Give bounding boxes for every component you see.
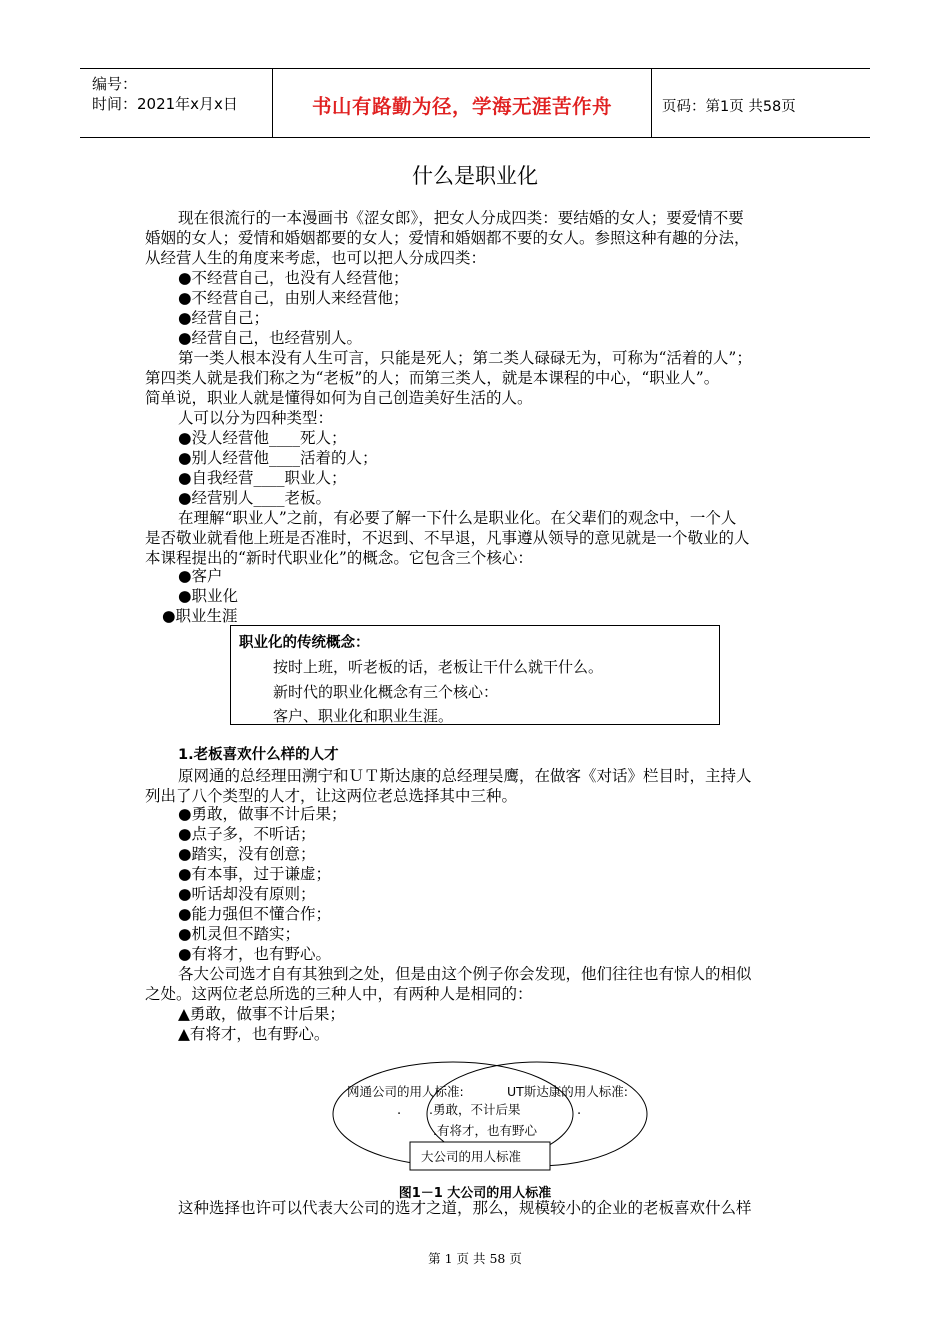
list-item: ●听话却没有原则； — [178, 885, 316, 903]
list-item: ●踏实，没有创意； — [178, 845, 316, 863]
paragraph-line: 本课程提出的“新时代职业化”的概念。它包含三个核心： — [145, 549, 533, 567]
code-label: 编号： — [92, 75, 138, 93]
paragraph-line: 原网通的总经理田溯宁和ＵＴ斯达康的总经理吴鹰，在做客《对话》栏目时，主持人 — [178, 767, 752, 785]
list-item: ●不经营自己，由别人来经营他； — [178, 289, 409, 307]
date-label: 时间：2021年x月x日 — [92, 95, 238, 113]
right-dot: . — [577, 1103, 582, 1118]
list-item: ▲勇敢，做事不计后果； — [178, 1005, 345, 1023]
paragraph-line: 之处。这两位老总所选的三种人中，有两种人是相同的： — [145, 985, 533, 1003]
list-item: ●勇敢，做事不计后果； — [178, 805, 347, 823]
overlap-item: .有将才，也有野心 — [433, 1123, 537, 1138]
header-motto-cell — [273, 69, 652, 137]
list-item: ●点子多，不听话； — [178, 825, 316, 843]
list-item: ●能力强但不懂合作； — [178, 905, 332, 923]
header-page-cell — [652, 69, 870, 137]
bottom-label: 大公司的用人标准 — [421, 1149, 522, 1164]
concept-box-line: 客户、职业化和职业生涯。 — [273, 707, 454, 725]
paragraph-line: 是否敬业就看他上班是否准时，不迟到、不早退，凡事遵从领导的意见就是一个敬业的人 — [145, 529, 750, 547]
concept-box-line: 按时上班，听老板的话，老板让干什么就干什么。 — [273, 658, 604, 676]
left-label: 网通公司的用人标准: — [347, 1084, 464, 1099]
concept-box-heading: 职业化的传统概念： — [239, 635, 370, 651]
list-item: ●客户 — [178, 567, 223, 585]
page-header — [80, 68, 870, 138]
paragraph-line: 这种选择也许可以代表大公司的选才之道，那么，规模较小的企业的老板喜欢什么样 — [178, 1199, 752, 1217]
list-item: ●职业生涯 — [162, 607, 238, 625]
concept-box-line: 新时代的职业化概念有三个核心： — [273, 683, 499, 701]
figure-caption: 图1－1 大公司的用人标准 — [398, 1186, 552, 1201]
list-item: ●不经营自己，也没有人经营他； — [178, 269, 409, 287]
section-heading: 1.老板喜欢什么样的人才 — [178, 747, 339, 763]
paragraph-line: 简单说，职业人就是懂得如何为自己创造美好生活的人。 — [145, 389, 533, 407]
paragraph-line: 第一类人根本没有人生可言，只能是死人；第二类人碌碌无为，可称为“活着的人”； — [178, 349, 752, 367]
list-item: ●别人经营他____活着的人； — [178, 449, 378, 467]
list-item: ●机灵但不踏实； — [178, 925, 301, 943]
list-item: ●有将才，也有野心。 — [178, 945, 332, 963]
list-item: ●没人经营他____死人； — [178, 429, 347, 447]
list-item: ●经营自己，也经营别人。 — [178, 329, 363, 347]
list-item: ▲有将才，也有野心。 — [178, 1025, 330, 1043]
concept-box — [230, 625, 720, 725]
paragraph-line: 婚姻的女人；爱情和婚姻都要的女人；爱情和婚姻都不要的女人。参照这种有趣的分法， — [145, 229, 750, 247]
list-item: ●自我经营____职业人； — [178, 469, 347, 487]
paragraph-line: 第四类人就是我们称之为“老板”的人；而第三类人，就是本课程的中心，“职业人”。 — [145, 369, 720, 387]
page-footer: 第 1 页 共 58 页 — [428, 1251, 522, 1266]
right-label: UT斯达康的用人标准: — [507, 1084, 628, 1099]
paragraph-line: 在理解“职业人”之前，有必要了解一下什么是职业化。在父辈们的观念中，一个人 — [178, 509, 737, 527]
paragraph-line: 各大公司选才自有其独到之处，但是由这个例子你会发现，他们往往也有惊人的相似 — [178, 965, 752, 983]
overlap-item: .勇敢，不计后果 — [429, 1102, 521, 1117]
venn-diagram — [325, 1058, 665, 1176]
paragraph-line: 列出了八个类型的人才，让这两位老总选择其中三种。 — [145, 787, 518, 805]
list-item: ●经营自己； — [178, 309, 270, 327]
list-item: ●经营别人____老板。 — [178, 489, 332, 507]
header-info-cell — [80, 69, 273, 137]
page-number-label: 页码：第1页 共58页 — [662, 99, 796, 115]
motto: 书山有路勤为径，学海无涯苦作舟 — [311, 95, 612, 118]
paragraph-line: 现在很流行的一本漫画书《涩女郎》，把女人分成四类：要结婚的女人；要爱情不要 — [178, 209, 744, 227]
left-dot: . — [397, 1103, 402, 1118]
paragraph-line: 人可以分为四种类型： — [178, 409, 334, 427]
document-title: 什么是职业化 — [412, 164, 538, 188]
paragraph-line: 从经营人生的角度来考虑，也可以把人分成四类： — [145, 249, 487, 267]
list-item: ●有本事，过于谦虚； — [178, 865, 332, 883]
list-item: ●职业化 — [178, 587, 239, 605]
